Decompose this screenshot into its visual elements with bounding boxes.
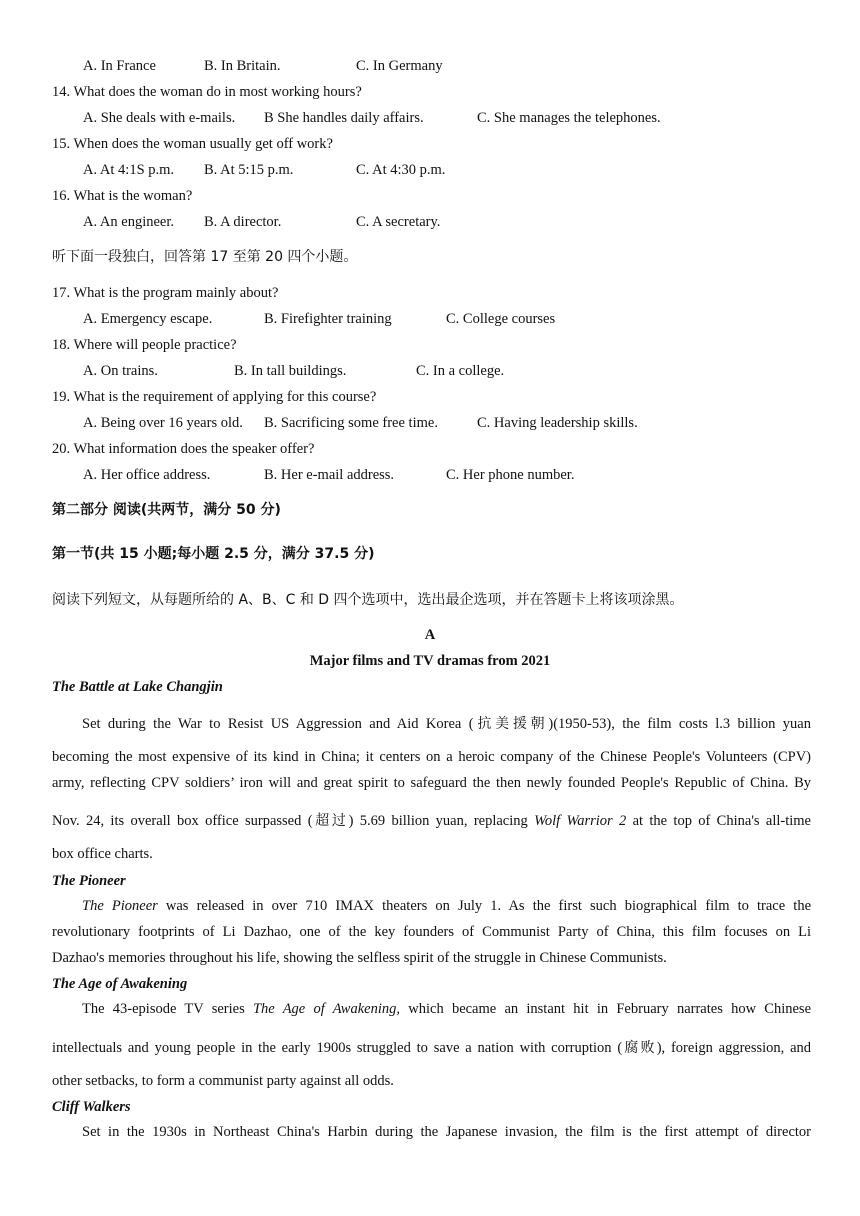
film1-line-3: army, reflecting CPV soldiers’ iron will and great spirit to safeguard the then newly founded People's Republic of China. By xyxy=(52,775,811,791)
q18-option-a: A. On trains. xyxy=(83,363,158,379)
q20-stem: 20. What information does the speaker offer? xyxy=(52,441,315,457)
film4-line-1: Set in the 1930s in Northeast China's Harbin during the Japanese invasion, the film is the first attempt of director xyxy=(82,1124,811,1140)
q19-stem: 19. What is the requirement of applying for this course? xyxy=(52,389,377,405)
q13-option-c: C. In Germany xyxy=(356,58,443,74)
film1-line-2: becoming the most expensive of its kind in China; it centers on a heroic company of the Chinese People's Volunteers (CPV) xyxy=(52,749,811,765)
q14-option-b: B She handles daily affairs. xyxy=(264,110,424,126)
q19-option-a: A. Being over 16 years old. xyxy=(83,415,243,431)
q15-stem: 15. When does the woman usually get off work? xyxy=(52,136,333,152)
q15-option-c: C. At 4:30 p.m. xyxy=(356,162,446,178)
q20-option-c: C. Her phone number. xyxy=(446,467,575,483)
q14-option-a: A. She deals with e-mails. xyxy=(83,110,236,126)
q17-option-c: C. College courses xyxy=(446,311,556,327)
film1-title: The Battle at Lake Changjin xyxy=(52,679,223,695)
q17-option-b: B. Firefighter training xyxy=(264,311,392,327)
part2-heading: 第二部分 阅读(共两节，满分 50 分) xyxy=(52,502,281,518)
q18-stem: 18. Where will people practice? xyxy=(52,337,237,353)
q14-stem: 14. What does the woman do in most working hours? xyxy=(52,84,362,100)
reading-instruction: 阅读下列短文，从每题所给的 A、B、C 和 D 四个选项中，选出最企选项，并在答题卡上将该项涂黑。 xyxy=(52,592,684,608)
film3-title: The Age of Awakening xyxy=(52,976,188,992)
film3-line-1: The 43-episode TV series The Age of Awakening, which became an instant hit in February narrates how Chinese xyxy=(82,1001,812,1017)
film1-line-4: Nov. 24, its overall box office surpassed (超过) 5.69 billion yuan, replacing Wolf Warrior 2 at the top of China's all-time xyxy=(52,813,811,829)
film2-title: The Pioneer xyxy=(52,873,126,889)
section1-heading: 第一节(共 15 小题;每小题 2.5 分，满分 37.5 分) xyxy=(52,546,375,562)
film4-title: Cliff Walkers xyxy=(52,1099,131,1115)
q13-option-b: B. In Britain. xyxy=(204,58,281,74)
q13-option-a: A. In France xyxy=(83,58,156,74)
q19-option-c: C. Having leadership skills. xyxy=(477,415,638,431)
passage-title: Major films and TV dramas from 2021 xyxy=(309,653,551,669)
q18-option-b: B. In tall buildings. xyxy=(234,363,347,379)
film3-line-2: intellectuals and young people in the early 1900s struggled to save a nation with corruption (腐败), foreign aggression, and xyxy=(52,1040,812,1056)
q18-option-c: C. In a college. xyxy=(416,363,505,379)
film1-line-1: Set during the War to Resist US Aggression and Aid Korea (抗美援朝)(1950-53), the film costs l.3 billion yuan xyxy=(82,716,811,732)
q15-option-b: B. At 5:15 p.m. xyxy=(204,162,294,178)
passage-letter: A xyxy=(424,627,436,643)
q16-option-a: A. An engineer. xyxy=(83,214,175,230)
q20-option-b: B. Her e-mail address. xyxy=(264,467,395,483)
monologue-instruction: 听下面一段独白，回答第 17 至第 20 四个小题。 xyxy=(52,249,358,265)
q17-option-a: A. Emergency escape. xyxy=(83,311,213,327)
q17-stem: 17. What is the program mainly about? xyxy=(52,285,279,301)
q20-option-a: A. Her office address. xyxy=(83,467,211,483)
q16-option-b: B. A director. xyxy=(204,214,282,230)
q19-option-b: B. Sacrificing some free time. xyxy=(264,415,438,431)
film2-line-3: Dazhao's memories throughout his life, showing the selfless spirit of the struggle in Chinese Communists. xyxy=(52,950,667,966)
film3-line-3: other setbacks, to form a communist party against all odds. xyxy=(52,1073,394,1089)
q16-option-c: C. A secretary. xyxy=(356,214,441,230)
q16-stem: 16. What is the woman? xyxy=(52,188,193,204)
film2-line-1: The Pioneer was released in over 710 IMAX theaters on July 1. As the first such biographical film to trace the xyxy=(82,898,812,914)
film1-line-5: box office charts. xyxy=(52,846,153,862)
q15-option-a: A. At 4:1S p.m. xyxy=(83,162,175,178)
q14-option-c: C. She manages the telephones. xyxy=(477,110,661,126)
film2-line-2: revolutionary footprints of Li Dazhao, one of the key founders of Communist Party of China, this film focuses on Li xyxy=(52,924,811,940)
